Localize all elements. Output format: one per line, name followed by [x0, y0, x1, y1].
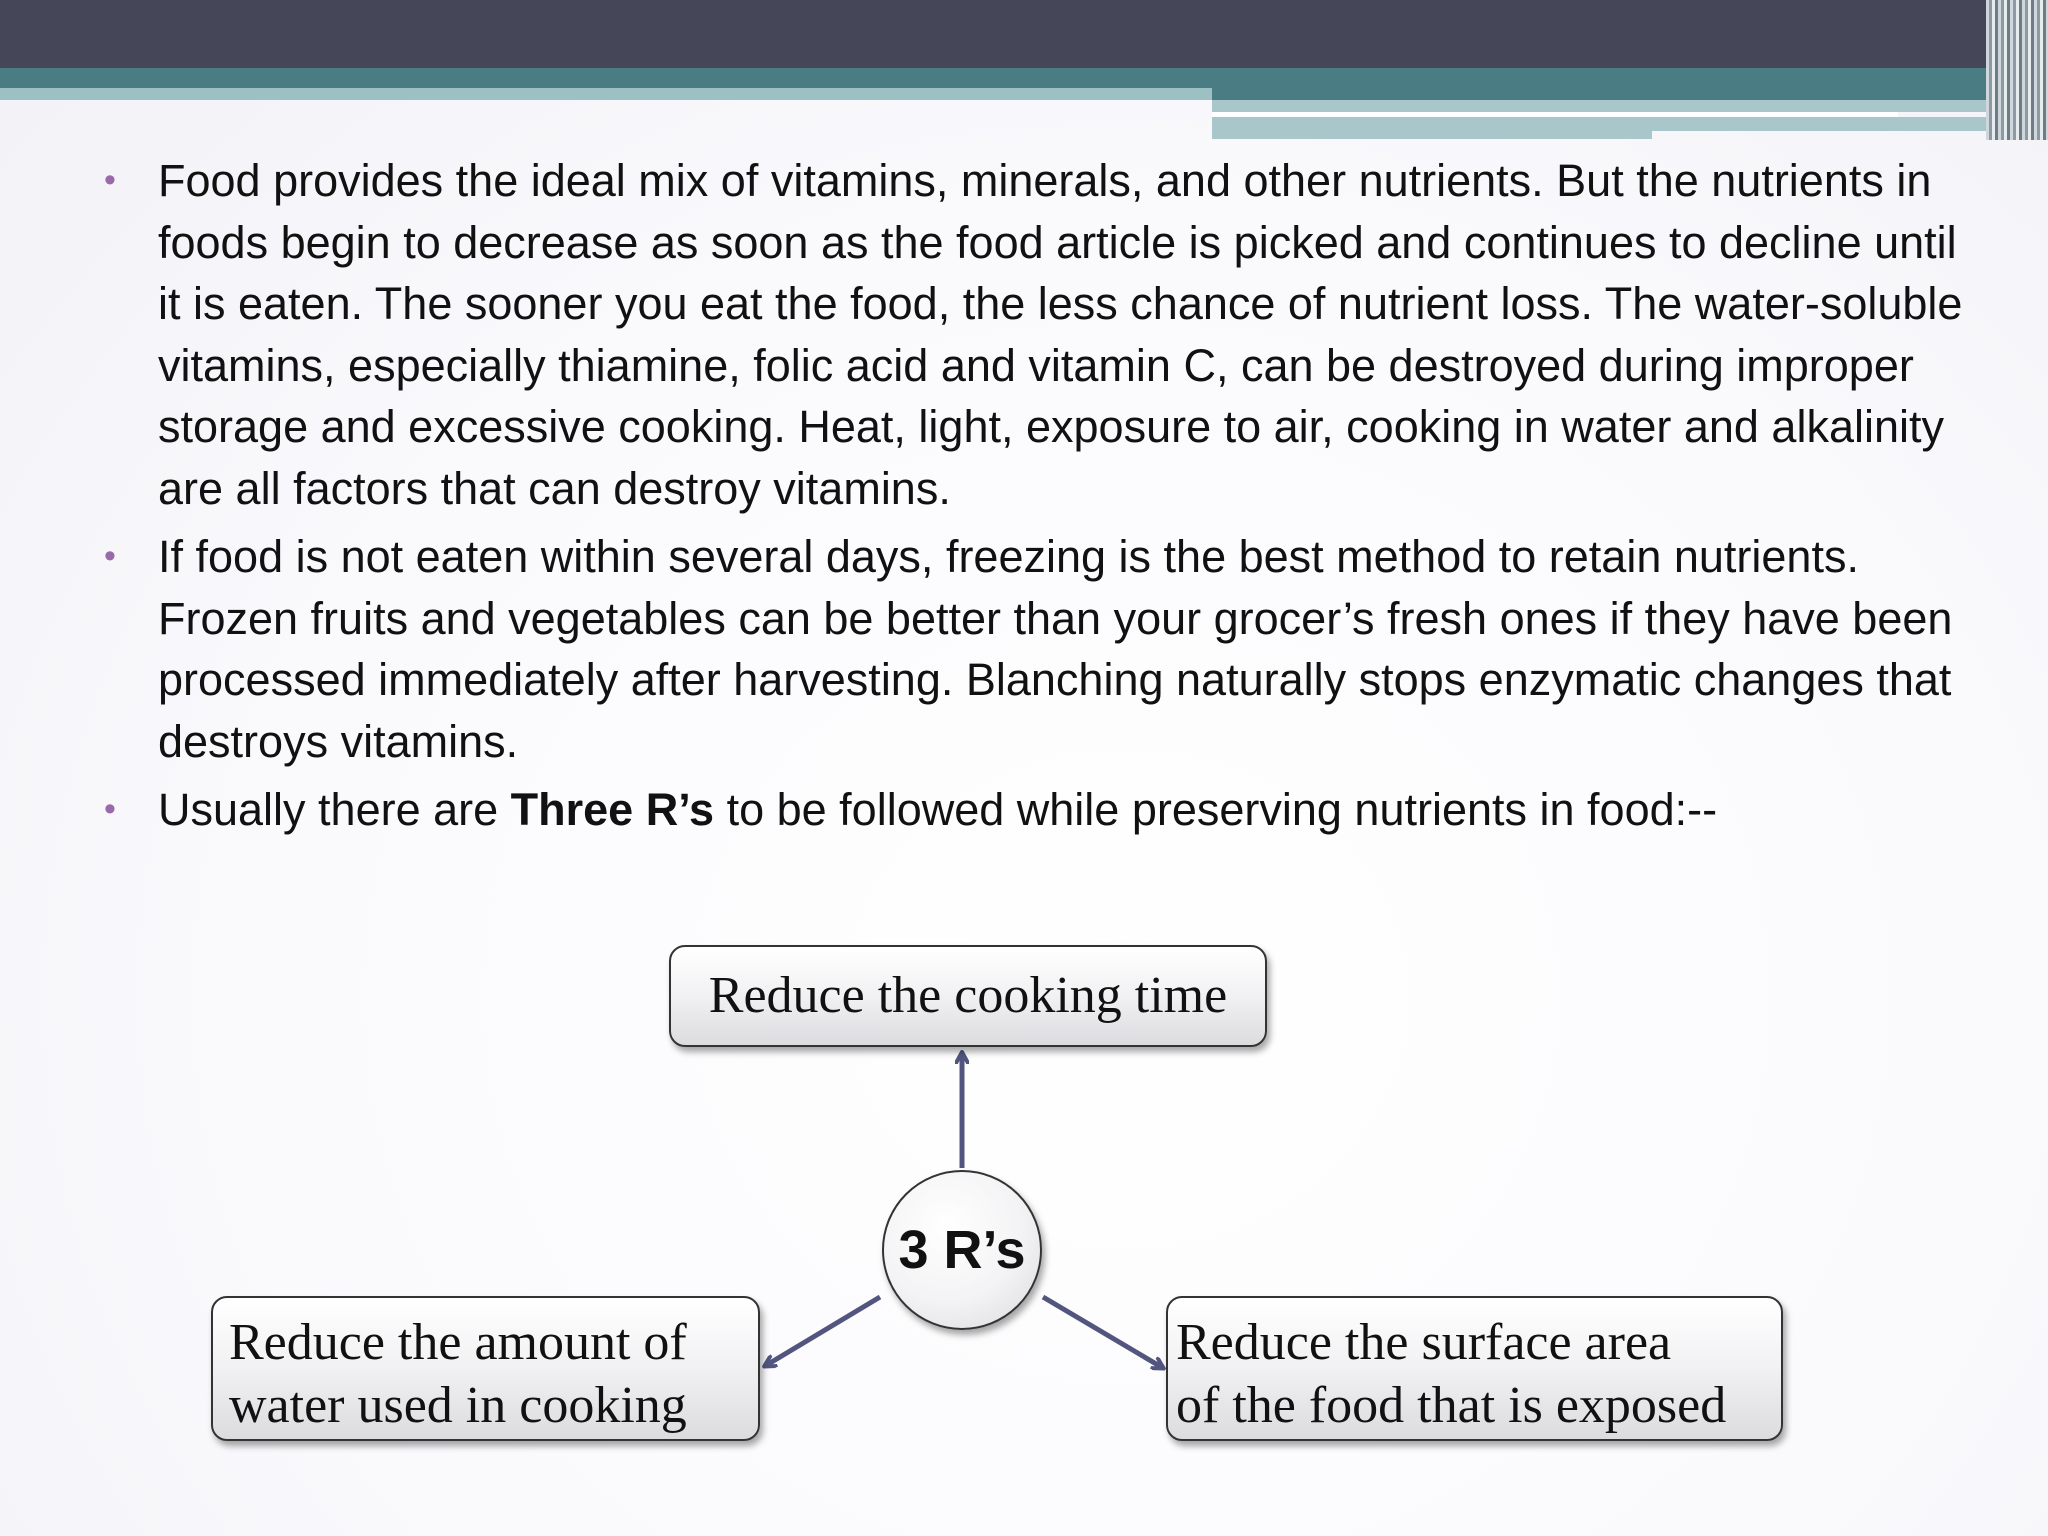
bullet-text: Food provides the ideal mix of vitamins, minerals, and other nutrients. But the nutrients in foods begin to decrease as soon as the food article is picked and continues to decline until it is eaten. The sooner you eat the food, the less chance of nutrient loss. The water-soluble vitamins, especially thiamine, folic acid and vitamin C, can be destroyed during improper storage and excessive cooking. Heat, light, exposure to air, cooking in water and alkalinity are all factors that can destroy vitamins. — [158, 155, 1963, 514]
bullet-dot-icon: • — [104, 161, 116, 199]
center-node-3rs: 3 R’s — [882, 1170, 1042, 1330]
bullet-dot-icon: • — [104, 537, 116, 575]
bullet-text-bold: Three R’s — [510, 784, 715, 835]
arrow-right — [1043, 1297, 1163, 1368]
bullet-text-after: to be followed while preserving nutrients in food:-- — [714, 784, 1718, 835]
node-reduce-water: Reduce the amount of water used in cooking — [211, 1296, 760, 1441]
bullet-text: If food is not eaten within several days, freezing is the best method to retain nutrients. Frozen fruits and vegetables can be better than your grocer’s fresh ones if they have been processed immediately after harvesting. Blanching naturally stops enzymatic changes that destroys vitamins. — [158, 531, 1953, 767]
node-reduce-cooking-time: Reduce the cooking time — [669, 945, 1267, 1047]
bullet-dot-icon: • — [104, 790, 116, 828]
arrow-left — [765, 1297, 880, 1366]
bullet-text-before: Usually there are — [158, 784, 511, 835]
node-reduce-surface-area: Reduce the surface area of the food that is exposed — [1166, 1296, 1783, 1441]
